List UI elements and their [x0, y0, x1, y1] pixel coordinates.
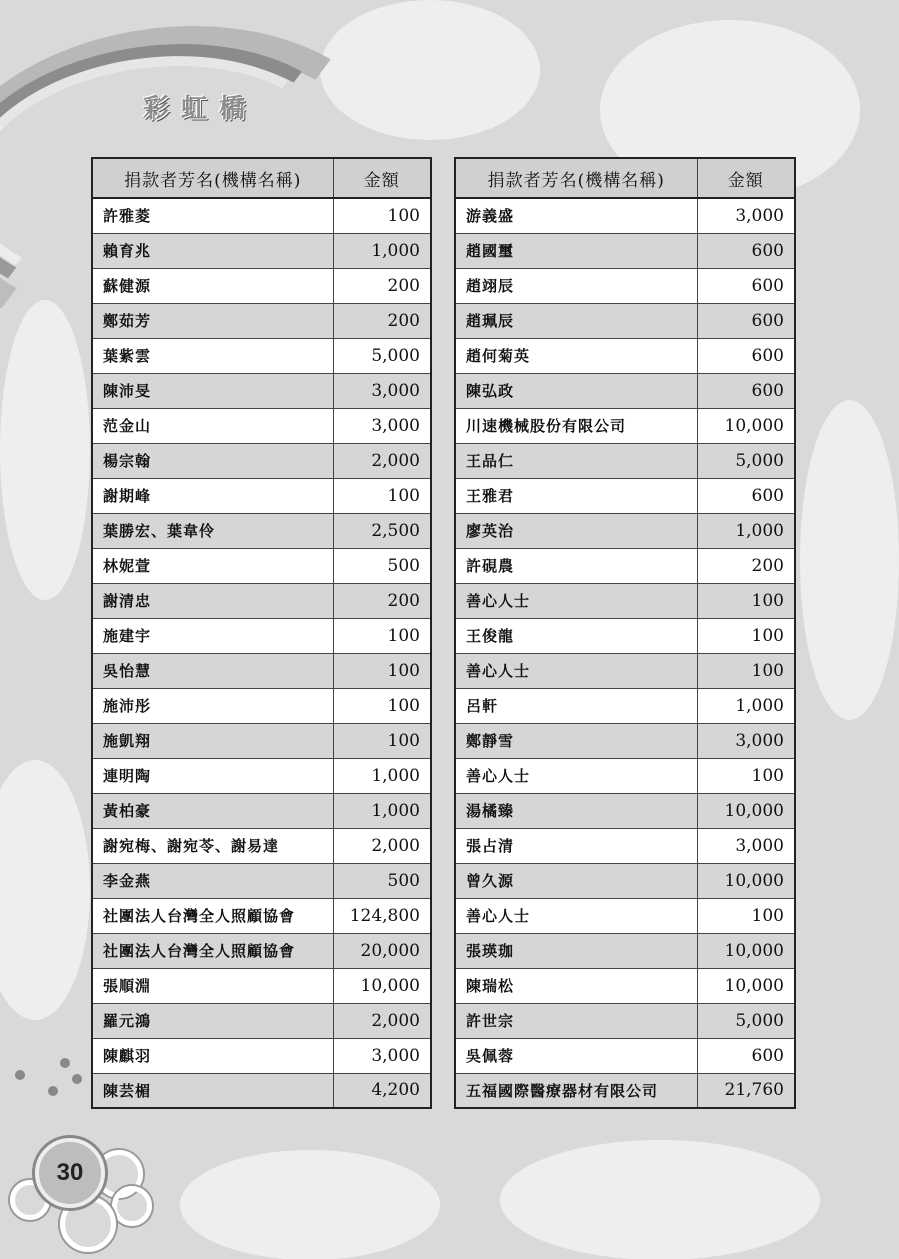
- table-row: [92, 513, 431, 548]
- donation-amount: 500: [333, 548, 431, 583]
- column-header-amount: 金額: [333, 158, 431, 198]
- donor-name: 社團法人台灣全人照顧協會: [92, 898, 333, 933]
- donor-name: 蘇健源: [92, 268, 333, 303]
- donor-name: 善心人士: [455, 758, 697, 793]
- donor-name: 鄭茹芳: [92, 303, 333, 338]
- donation-amount: 600: [697, 478, 795, 513]
- donation-amount: 124,800: [333, 898, 431, 933]
- donation-table-right: [454, 157, 796, 1109]
- table-row: [92, 898, 431, 933]
- column-header-amount: 金額: [697, 158, 795, 198]
- donor-name: 羅元鴻: [92, 1003, 333, 1038]
- donation-amount: 100: [333, 478, 431, 513]
- table-row: [455, 828, 795, 863]
- donation-amount: 100: [333, 688, 431, 723]
- donor-name: 許雅菱: [92, 198, 333, 233]
- donation-amount: 10,000: [697, 863, 795, 898]
- donor-name: 趙翊辰: [455, 268, 697, 303]
- table-row: [92, 233, 431, 268]
- table-row: [455, 408, 795, 443]
- donation-amount: 2,000: [333, 828, 431, 863]
- table-row: [455, 268, 795, 303]
- donor-name: 李金燕: [92, 863, 333, 898]
- donor-name: 吳怡慧: [92, 653, 333, 688]
- donation-amount: 600: [697, 338, 795, 373]
- donor-name: 善心人士: [455, 653, 697, 688]
- donation-amount: 1,000: [333, 758, 431, 793]
- table-row: [92, 408, 431, 443]
- donation-amount: 200: [697, 548, 795, 583]
- donor-name: 陳弘政: [455, 373, 697, 408]
- donation-amount: 100: [333, 618, 431, 653]
- table-row: [92, 723, 431, 758]
- table-row: [455, 198, 795, 233]
- donor-name: 王俊龍: [455, 618, 697, 653]
- column-header-name: 捐款者芳名(機構名稱): [92, 158, 333, 198]
- donation-amount: 5,000: [697, 1003, 795, 1038]
- donor-name: 陳芸楣: [92, 1073, 333, 1108]
- donation-amount: 20,000: [333, 933, 431, 968]
- table-row: [92, 303, 431, 338]
- donation-amount: 200: [333, 303, 431, 338]
- donor-name: 張順淵: [92, 968, 333, 1003]
- donor-name: 曾久源: [455, 863, 697, 898]
- table-row: [455, 688, 795, 723]
- table-row: [455, 898, 795, 933]
- table-row: [455, 233, 795, 268]
- table-row: [92, 338, 431, 373]
- table-row: [455, 793, 795, 828]
- table-row: [455, 933, 795, 968]
- table-row: [455, 548, 795, 583]
- donor-name: 陳瑞松: [455, 968, 697, 1003]
- table-row: [92, 1003, 431, 1038]
- donor-name: 陳麒羽: [92, 1038, 333, 1073]
- table-row: [92, 268, 431, 303]
- table-row: [455, 373, 795, 408]
- donor-name: 廖英治: [455, 513, 697, 548]
- donation-amount: 3,000: [697, 198, 795, 233]
- table-row: [92, 933, 431, 968]
- table-row: [455, 1073, 795, 1108]
- donation-amount: 100: [333, 653, 431, 688]
- donation-amount: 200: [333, 583, 431, 618]
- donor-name: 張占清: [455, 828, 697, 863]
- table-row: [455, 618, 795, 653]
- table-row: [92, 478, 431, 513]
- donation-amount: 3,000: [697, 828, 795, 863]
- donor-name: 賴育兆: [92, 233, 333, 268]
- table-row: [455, 1038, 795, 1073]
- page-title: 彩虹橋: [143, 94, 258, 124]
- donor-name: 善心人士: [455, 898, 697, 933]
- donor-name: 湯橘臻: [455, 793, 697, 828]
- donor-name: 陳沛旻: [92, 373, 333, 408]
- table-row: [455, 723, 795, 758]
- donor-name: 川速機械股份有限公司: [455, 408, 697, 443]
- donor-name: 黃柏豪: [92, 793, 333, 828]
- table-row: [92, 653, 431, 688]
- donor-name: 楊宗翰: [92, 443, 333, 478]
- donation-amount: 600: [697, 268, 795, 303]
- page-number: 30: [56, 1159, 84, 1186]
- donation-amount: 100: [333, 723, 431, 758]
- table-row: [455, 968, 795, 1003]
- donor-name: 林妮萱: [92, 548, 333, 583]
- donor-name: 善心人士: [455, 583, 697, 618]
- donor-name: 連明陶: [92, 758, 333, 793]
- donation-amount: 4,200: [333, 1073, 431, 1108]
- donation-amount: 10,000: [697, 408, 795, 443]
- donation-amount: 10,000: [697, 968, 795, 1003]
- donation-amount: 2,500: [333, 513, 431, 548]
- table-row: [92, 1038, 431, 1073]
- donor-name: 張瑛珈: [455, 933, 697, 968]
- donor-name: 鄭靜雪: [455, 723, 697, 758]
- table-row: [92, 443, 431, 478]
- table-row: [92, 1073, 431, 1108]
- donor-name: 王品仁: [455, 443, 697, 478]
- donor-name: 趙何菊英: [455, 338, 697, 373]
- donation-amount: 10,000: [697, 793, 795, 828]
- donor-name: 王雅君: [455, 478, 697, 513]
- donation-amount: 200: [333, 268, 431, 303]
- donation-amount: 100: [697, 583, 795, 618]
- table-row: [92, 828, 431, 863]
- donor-name: 趙國璽: [455, 233, 697, 268]
- donation-amount: 3,000: [333, 408, 431, 443]
- donation-amount: 3,000: [697, 723, 795, 758]
- donation-amount: 1,000: [697, 688, 795, 723]
- donation-amount: 10,000: [333, 968, 431, 1003]
- table-row: [455, 1003, 795, 1038]
- donor-name: 謝宛梅、謝宛苓、謝易達: [92, 828, 333, 863]
- table-row: [92, 583, 431, 618]
- donor-name: 五福國際醫療器材有限公司: [455, 1073, 697, 1108]
- table-row: [455, 653, 795, 688]
- table-row: [455, 583, 795, 618]
- donor-name: 吳佩蓉: [455, 1038, 697, 1073]
- column-header-name: 捐款者芳名(機構名稱): [455, 158, 697, 198]
- donor-name: 施凱翔: [92, 723, 333, 758]
- donation-amount: 100: [697, 758, 795, 793]
- donor-name: 施建宇: [92, 618, 333, 653]
- donation-amount: 600: [697, 1038, 795, 1073]
- table-row: [92, 793, 431, 828]
- donation-amount: 100: [697, 653, 795, 688]
- donation-amount: 1,000: [333, 233, 431, 268]
- donation-amount: 2,000: [333, 1003, 431, 1038]
- table-row: [455, 443, 795, 478]
- table-row: [455, 863, 795, 898]
- donation-amount: 2,000: [333, 443, 431, 478]
- donor-name: 許世宗: [455, 1003, 697, 1038]
- table-row: [455, 478, 795, 513]
- table-row: [92, 548, 431, 583]
- donation-amount: 500: [333, 863, 431, 898]
- table-header-row: [92, 158, 431, 198]
- table-row: [455, 513, 795, 548]
- donor-name: 趙珮辰: [455, 303, 697, 338]
- donation-amount: 600: [697, 373, 795, 408]
- donation-amount: 600: [697, 233, 795, 268]
- donation-table-left: [91, 157, 432, 1109]
- donor-name: 謝期峰: [92, 478, 333, 513]
- page-number-badge: [35, 1138, 105, 1208]
- donation-amount: 100: [697, 898, 795, 933]
- table-header-row: [455, 158, 795, 198]
- donation-amount: 1,000: [333, 793, 431, 828]
- table-row: [92, 758, 431, 793]
- table-row: [92, 373, 431, 408]
- donor-name: 謝清忠: [92, 583, 333, 618]
- donation-amount: 5,000: [333, 338, 431, 373]
- donor-name: 范金山: [92, 408, 333, 443]
- donor-name: 葉紫雲: [92, 338, 333, 373]
- donor-name: 葉勝宏、葉韋伶: [92, 513, 333, 548]
- table-row: [92, 863, 431, 898]
- donation-amount: 3,000: [333, 373, 431, 408]
- donor-name: 施沛彤: [92, 688, 333, 723]
- donor-name: 游義盛: [455, 198, 697, 233]
- table-row: [92, 688, 431, 723]
- donation-amount: 10,000: [697, 933, 795, 968]
- donation-amount: 21,760: [697, 1073, 795, 1108]
- table-row: [455, 303, 795, 338]
- donor-name: 社團法人台灣全人照顧協會: [92, 933, 333, 968]
- donation-amount: 1,000: [697, 513, 795, 548]
- table-row: [92, 198, 431, 233]
- donation-amount: 100: [697, 618, 795, 653]
- donation-amount: 3,000: [333, 1038, 431, 1073]
- table-row: [455, 758, 795, 793]
- donation-amount: 5,000: [697, 443, 795, 478]
- table-row: [92, 618, 431, 653]
- table-row: [455, 338, 795, 373]
- donor-name: 許硯農: [455, 548, 697, 583]
- donor-name: 呂軒: [455, 688, 697, 723]
- donation-amount: 100: [333, 198, 431, 233]
- donation-amount: 600: [697, 303, 795, 338]
- table-row: [92, 968, 431, 1003]
